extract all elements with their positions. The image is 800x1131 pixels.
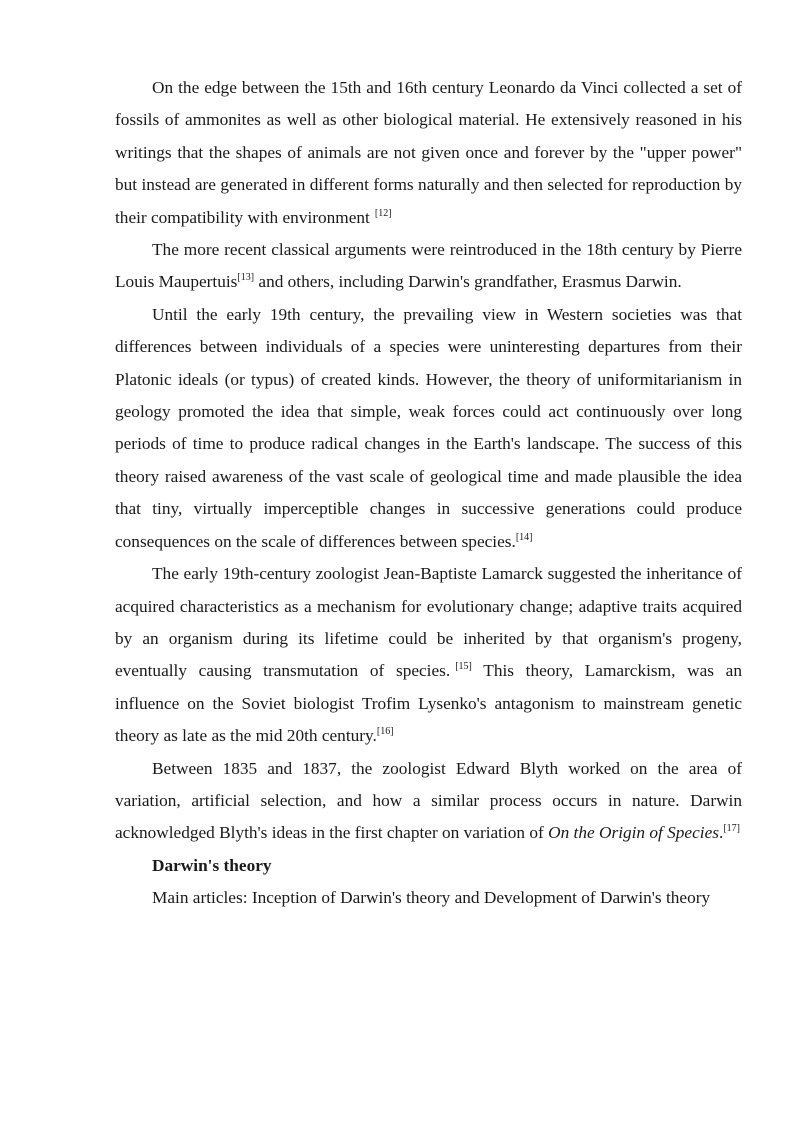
citation-16[interactable]: [16] <box>376 726 394 738</box>
citation-15[interactable]: [15] <box>455 661 472 673</box>
paragraph-text: Between 1835 and 1837, the zoologist Edward Blyth worked on the area of variation, artificial selection, and how a similar process occurs in nature. Darwin acknowledged Blyth's ideas in the first chapter on variation of <box>115 758 742 843</box>
paragraph-uniformitarianism <box>115 299 742 558</box>
document-page <box>115 72 742 915</box>
paragraph-text: The early 19th-century zoologist Jean-Baptiste Lamarck suggested the inheritance of acquired characteristics as a mechanism for evolutionary change; adaptive traits acquired by an organism during its lifetime could be inherited by that organism's progeny, eventually causing transmutation of species. <box>115 564 742 681</box>
paragraph-text: On the edge between the 15th and 16th century Leonardo da Vinci collected a set of fossils of ammonites as well as other biological material. He extensively reasoned in his writings that the shapes of animals are not given once and forever by the "upper power" but instead are generated in different forms naturally and then selected for reproduction by their compatibility with environment <box>115 78 742 227</box>
paragraph-text: This theory, Lamarckism, was an influence on the Soviet biologist Trofim Lysenko's antagonism to mainstream genetic theory as late as the mid 20th century. <box>115 661 742 746</box>
section-heading-darwins-theory: Darwin's theory <box>152 855 272 875</box>
paragraph-text: . <box>718 823 724 843</box>
citation-14[interactable]: [14] <box>515 531 533 543</box>
paragraph-blyth <box>115 753 742 850</box>
paragraph-text: Main articles: Inception of Darwin's theory and Development of Darwin's theory <box>152 888 711 908</box>
paragraph-text: Until the early 19th century, the prevailing view in Western societies was that differences between individuals of a species were uninteresting departures from their Platonic ideals (or typus) of created kinds. However, the theory of uniformitarianism in geology promoted the idea that simple, weak forces could act continuously over long periods of time to produce radical changes in the Earth's landscape. The success of this theory raised awareness of the vast scale of geological time and made plausible the idea that tiny, virtually imperceptible changes in successive generations could produce consequences on the scale of differences between species. <box>115 304 742 551</box>
book-title-origin-of-species: On the Origin of Species <box>548 823 719 843</box>
citation-13[interactable]: [13] <box>237 272 255 284</box>
paragraph-lamarck <box>115 558 742 752</box>
citation-17[interactable]: [17] <box>723 823 740 835</box>
citation-12[interactable]: [12] <box>374 207 392 219</box>
paragraph-text: The more recent classical arguments were reintroduced in the 18th century by Pierre Louis Maupertuis <box>115 240 742 292</box>
paragraph-text: and others, including Darwin's grandfather, Erasmus Darwin. <box>254 272 682 292</box>
paragraph-leonardo <box>115 72 742 234</box>
paragraph-main-articles <box>115 882 742 914</box>
paragraph-maupertuis <box>115 234 742 299</box>
